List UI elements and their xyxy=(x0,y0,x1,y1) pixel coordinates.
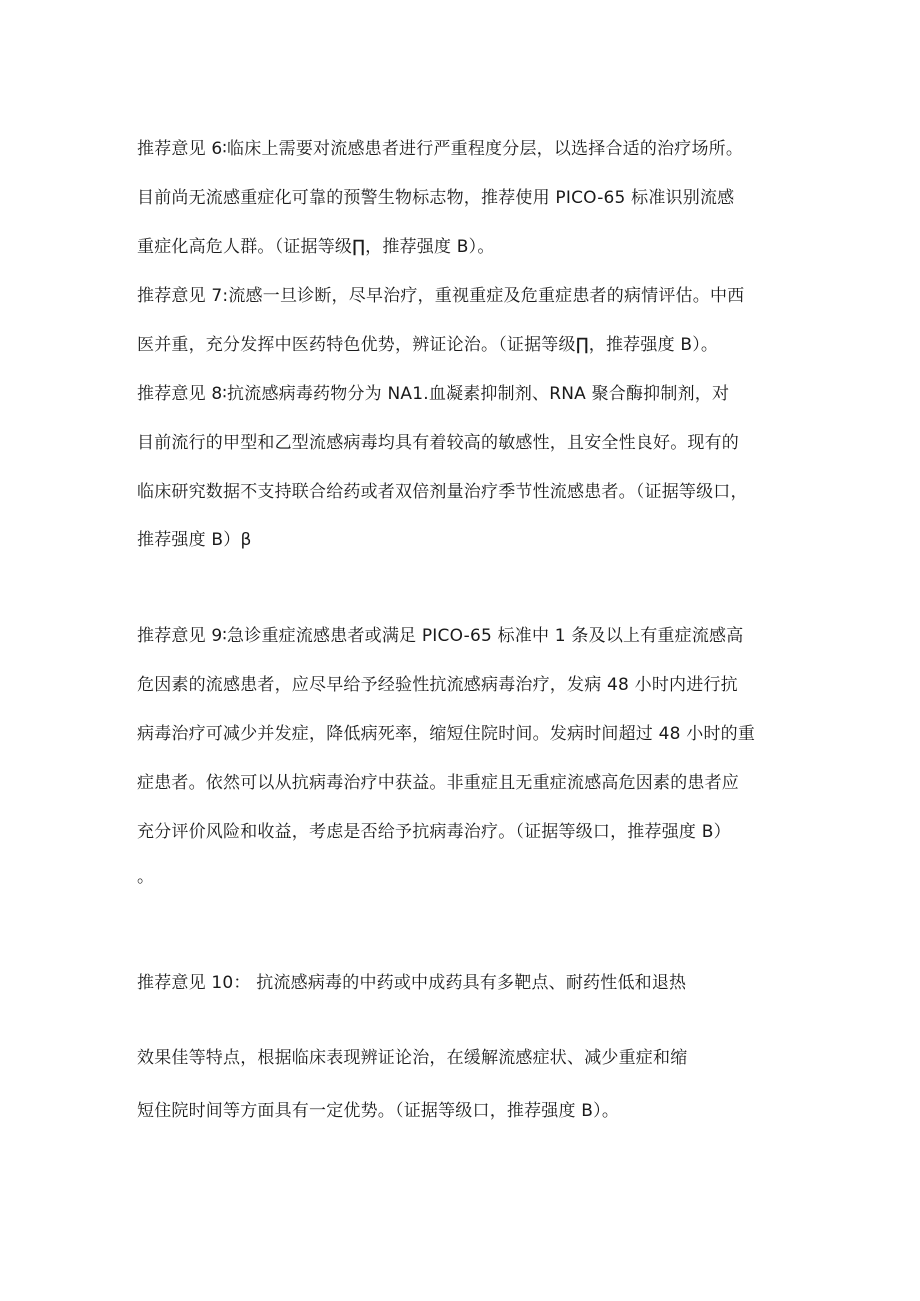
rec6-line-2: 目前尚无流感重症化可靠的预警生物标志物，推荐使用 PICO-65 标准识别流感 xyxy=(137,188,735,208)
rec9-line-1: 推荐意见 9∶急诊重症流感患者或满足 PICO-65 标准中 1 条及以上有重症流感高 xyxy=(137,626,744,646)
rec7-line-2: 医并重，充分发挥中医药特色优势，辨证论治。（证据等级∏，推荐强度 B）。 xyxy=(137,335,719,355)
rec9-line-3: 病毒治疗可减少并发症，降低病死率，缩短住院时间。发病时间超过 48 小时的重 xyxy=(137,724,756,744)
rec9-line-4: 症患者。依然可以从抗病毒治疗中获益。非重症且无重症流感高危因素的患者应 xyxy=(137,773,739,793)
rec6-line-3: 重症化高危人群。（证据等级∏，推荐强度 B）。 xyxy=(137,237,495,257)
rec8-line-1: 推荐意见 8∶抗流感病毒药物分为 NA1.血凝素抑制剂、RNA 聚合酶抑制剂，对 xyxy=(137,384,730,404)
rec9-line-2: 危因素的流感患者，应尽早给予经验性抗流感病毒治疗，发病 48 小时内进行抗 xyxy=(137,675,738,695)
rec8-line-2: 目前流行的甲型和乙型流感病毒均具有着较高的敏感性，且安全性良好。现有的 xyxy=(137,433,739,453)
rec8-line-4: 推荐强度 B）β xyxy=(137,530,252,550)
rec10-line-1: 推荐意见 10： 抗流感病毒的中药或中成药具有多靶点、耐药性低和退热 xyxy=(137,973,687,993)
rec10-line-2: 效果佳等特点，根据临床表现辨证论治，在缓解流感症状、减少重症和缩 xyxy=(137,1048,688,1068)
rec6-line-1: 推荐意见 6∶临床上需要对流感患者进行严重程度分层，以选择合适的治疗场所。 xyxy=(137,139,744,159)
rec9-line-5: 充分评价风险和收益，考虑是否给予抗病毒治疗。（证据等级口，推荐强度 B） xyxy=(137,822,731,842)
rec9-line-6: 。 xyxy=(137,867,155,887)
rec10-line-3: 短住院时间等方面具有一定优势。（证据等级口，推荐强度 B）。 xyxy=(137,1101,620,1121)
rec7-line-1: 推荐意见 7:流感一旦诊断，尽早治疗，重视重症及危重症患者的病情评估。中西 xyxy=(137,286,745,306)
rec8-line-3: 临床研究数据不支持联合给药或者双倍剂量治疗季节性流感患者。（证据等级口， xyxy=(137,482,748,502)
